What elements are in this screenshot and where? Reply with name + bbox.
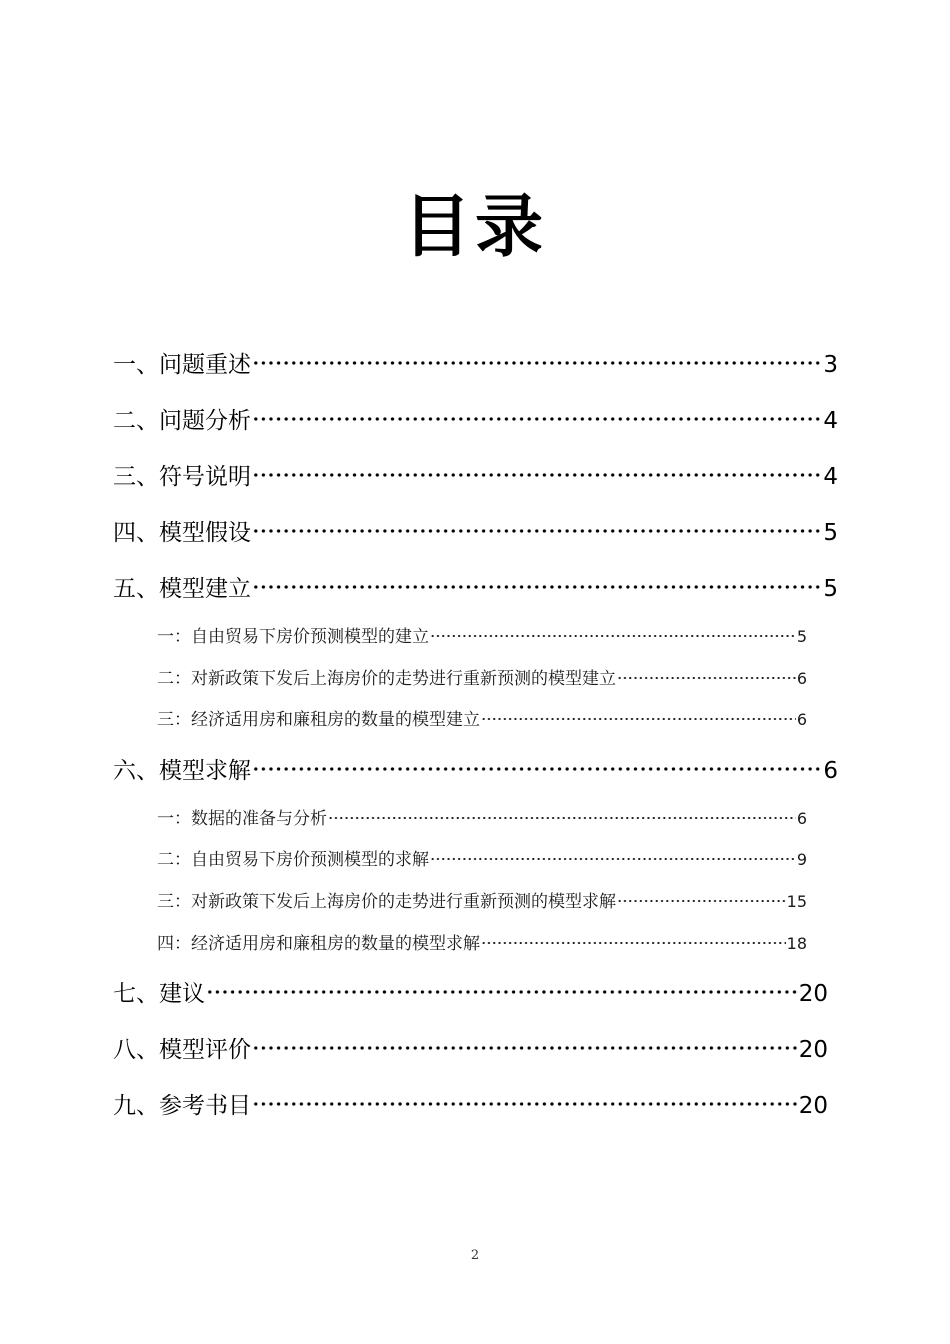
dot-leader	[252, 1045, 798, 1051]
toc-subentry-text: 一：数据的准备与分析	[157, 809, 327, 829]
toc-entry[interactable]	[113, 404, 838, 438]
toc-subentry[interactable]	[157, 706, 807, 734]
dot-leader	[252, 1101, 798, 1107]
toc-subentry[interactable]	[157, 888, 807, 916]
toc-entry-text: 九、参考书目	[113, 1093, 251, 1119]
dot-leader	[252, 416, 822, 422]
toc-entry-text: 一、问题重述	[113, 352, 251, 378]
dot-leader	[252, 528, 822, 534]
toc-entry-page: 20	[798, 1037, 828, 1063]
dot-leader	[328, 816, 796, 820]
toc-subentry-page: 6	[796, 669, 807, 688]
toc-entry[interactable]	[113, 754, 838, 788]
toc-subentry[interactable]	[157, 846, 807, 874]
toc-entry-page: 4	[823, 408, 838, 434]
dot-leader	[481, 717, 796, 721]
toc-entry-page: 20	[798, 981, 828, 1007]
toc-entry[interactable]	[113, 516, 838, 550]
toc-subentry-page: 6	[796, 710, 807, 729]
toc-subentry[interactable]	[157, 623, 807, 651]
toc-entry-text: 三、符号说明	[113, 464, 251, 490]
dot-leader	[481, 941, 786, 945]
toc-subentry-text: 四：经济适用房和廉租房的数量的模型求解	[157, 934, 480, 954]
dot-leader	[252, 472, 822, 478]
dot-leader	[430, 634, 796, 638]
toc-subentry-text: 二：对新政策下发后上海房价的走势进行重新预测的模型建立	[157, 669, 616, 689]
toc-subentry-page: 15	[786, 892, 807, 911]
toc-subentry-text: 一：自由贸易下房价预测模型的建立	[157, 627, 429, 647]
toc-entry-page: 5	[823, 576, 838, 602]
toc-entry-text: 五、模型建立	[113, 576, 251, 602]
dot-leader	[252, 766, 822, 772]
toc-subentry-text: 三：经济适用房和廉租房的数量的模型建立	[157, 710, 480, 730]
toc-entry[interactable]	[113, 977, 828, 1011]
dot-leader	[206, 989, 798, 995]
toc-entry-text: 八、模型评价	[113, 1037, 251, 1063]
toc-entry-text: 七、建议	[113, 981, 205, 1007]
toc-entry-text: 四、模型假设	[113, 520, 251, 546]
toc-entry-text: 六、模型求解	[113, 758, 251, 784]
dot-leader	[252, 360, 822, 366]
toc-entry-page: 4	[823, 464, 838, 490]
dot-leader	[617, 676, 796, 680]
toc-entry[interactable]	[113, 460, 838, 494]
toc-entry[interactable]	[113, 348, 838, 382]
toc-subentry-text: 二：自由贸易下房价预测模型的求解	[157, 850, 429, 870]
toc-entry[interactable]	[113, 1033, 828, 1067]
toc-entry-page: 3	[823, 352, 838, 378]
toc-title: 目录	[402, 188, 547, 267]
toc-entry-page: 5	[823, 520, 838, 546]
toc-entry[interactable]	[113, 572, 838, 606]
toc-entry-text: 二、问题分析	[113, 408, 251, 434]
toc-subentry[interactable]	[157, 930, 807, 958]
toc-subentry-page: 9	[796, 850, 807, 869]
dot-leader	[617, 899, 786, 903]
dot-leader	[430, 857, 796, 861]
toc-subentry-page: 6	[796, 809, 807, 828]
toc-entry-page: 20	[798, 1093, 828, 1119]
dot-leader	[252, 584, 822, 590]
toc-subentry[interactable]	[157, 805, 807, 833]
toc-subentry-text: 三：对新政策下发后上海房价的走势进行重新预测的模型求解	[157, 892, 616, 912]
toc-subentry[interactable]	[157, 665, 807, 693]
toc-entry-page: 6	[823, 758, 838, 784]
toc-entry[interactable]	[113, 1089, 828, 1123]
footer-page-number: 2	[470, 1248, 480, 1263]
toc-subentry-page: 18	[786, 934, 807, 953]
toc-subentry-page: 5	[796, 627, 807, 646]
